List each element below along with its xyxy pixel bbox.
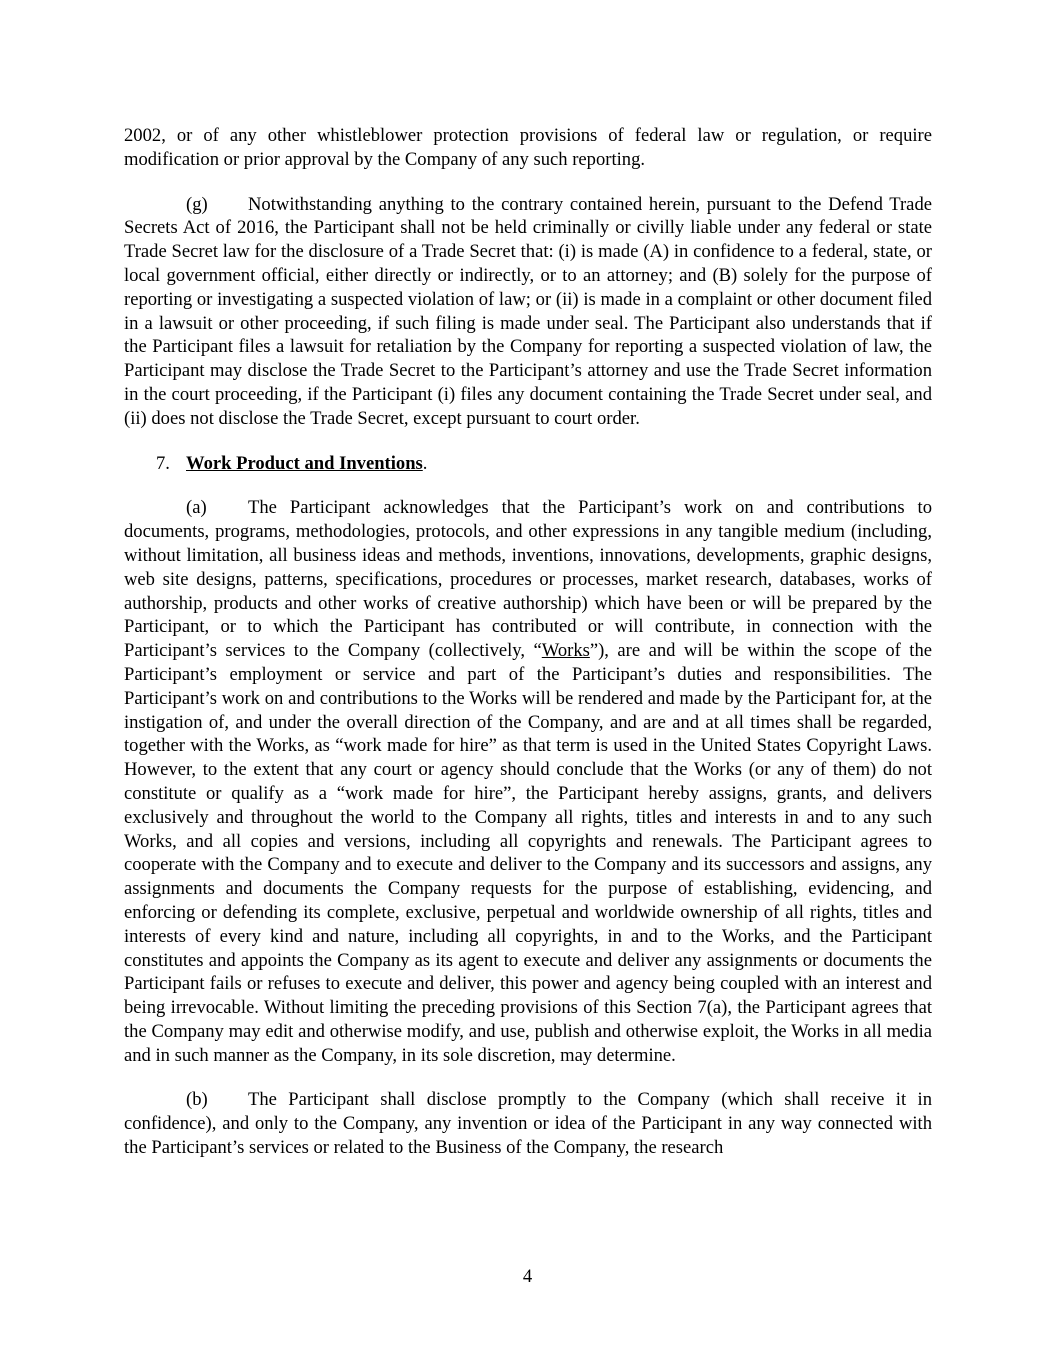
paragraph-b [124,1088,932,1159]
paragraph-b-text: The Participant shall disclose promptly to the Company (which shall receive it in confidence), and only to the Company, any invention or idea of the Participant in any way connected with the Participant’s services or related to the Business of the Company, the research [124,1089,932,1159]
paragraph-g-text: Notwithstanding anything to the contrary contained herein, pursuant to the Defend Trade Secrets Act of 2016, the Participant shall not be held criminally or civilly liable under any federal or state Trade Secret law for the disclosure of a Trade Secret that: (i) is made (A) in confidence to a federal, state, or local government official, either directly or indirectly, or to an attorney; and (B) solely for the purpose of reporting or investigating a suspected violation of law; or (ii) is made in a complaint or other document filed in a lawsuit or other proceeding, if such filing is made under seal. The Participant also understands that if the Participant files a lawsuit for retaliation by the Company for reporting a suspected violation of law, the Participant may disclose the Trade Secret to the Participant’s attorney and use the Trade Secret information in the court proceeding, if the Participant (i) files any document containing the Trade Secret under seal, and (ii) does not disclose the Trade Secret, except pursuant to court order. [124,193,932,429]
paragraph-a-label: (a) [186,497,207,519]
document-page [124,124,932,1160]
section-7-heading [124,452,932,476]
paragraph-g-label: (g) [186,193,208,215]
continuation-paragraph: 2002, or of any other whistleblower protection provisions of federal law or regulation, or require modification or prior approval by the Company of any such reporting. [124,125,932,170]
section-7-title-suffix: . [422,452,428,474]
paragraph-b-label: (b) [186,1089,208,1111]
paragraph-a-text-after: ”), are and will be within the scope of the Participant’s employment or service and part of the Participant’s duties and responsibilities. The Participant’s work on and contributions to the Works will be rendered and made by the Participant for, at the instigation of, and under the overall direction of the Company, and are and at all times shall be regarded, together with the Works, as “work made for hire” as that term is used in the United States Copyright Laws. However, to the extent that any court or agency should conclude that the Works (or any of them) do not constitute or qualify as a “work made for hire”, the Participant hereby assigns, grants, and delivers exclusively and throughout the world to the Company all rights, titles and interests in and to any such Works, and all copies and versions, including all copyrights and renewals. The Participant agrees to cooperate with the Company and to execute and deliver to the Company and its successors and assigns, any assignments and documents the Company requests for the purpose of establishing, evidencing, and enforcing or defending its complete, exclusive, perpetual and worldwide ownership of all rights, titles and interests of every kind and nature, including all copyrights, in and to the Works, and the Participant constitutes and appoints the Company as its agent to execute and deliver any assignments or documents the Participant fails or refuses to execute and deliver, this power and agency being coupled with an interest and being irrevocable. Without limiting the preceding provisions of this Section 7(a), the Participant agrees that the Company may edit and otherwise modify, and use, publish and otherwise exploit, the Works in all media and in such manner as the Company, in its sole discretion, may determine. [124,640,932,1066]
section-7-number: 7. [156,452,170,474]
paragraph-a [124,496,932,1067]
paragraph-a-text-before: The Participant acknowledges that the Participant’s work on and contributions to documents, programs, methodologies, protocols, and other expressions in any tangible medium (including, without limitation, all business ideas and methods, inventions, innovations, developments, graphic designs, web site designs, patterns, specifications, procedures or processes, market research, databases, works of authorship, products and other works of creative authorship) which have been or will be prepared by the Participant, or to which the Participant has contributed or will contribute, in connection with the Participant’s services to the Company (collectively, “ [124,497,932,662]
defined-term-works: Works [541,640,590,662]
section-7-title: Work Product and Inventions [186,452,423,474]
paragraph-g [124,193,932,431]
page-number: 4 [522,1266,533,1287]
